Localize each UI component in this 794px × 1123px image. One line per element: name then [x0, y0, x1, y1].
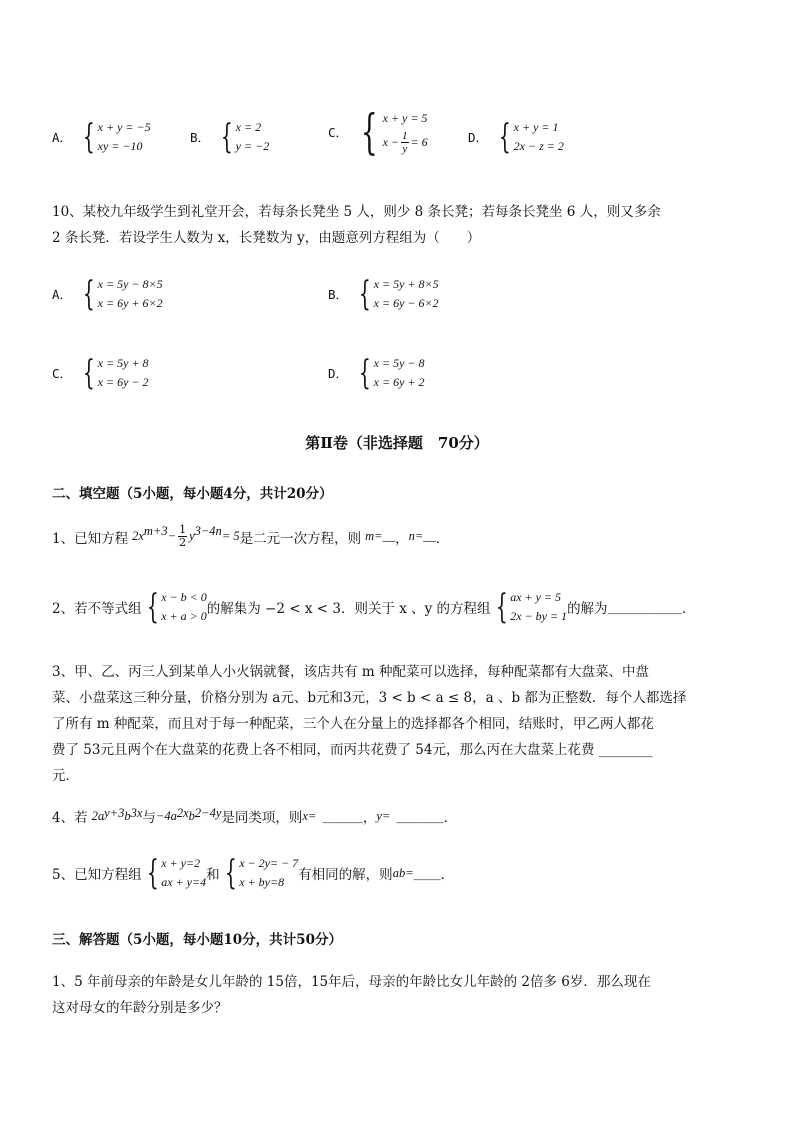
- equation: x = 6y + 6×2: [97, 296, 163, 310]
- fraction-numerator: 1: [179, 523, 187, 536]
- inequality: x − b < 0: [161, 590, 207, 604]
- equation: x + y=2: [161, 856, 201, 870]
- question-text: 4、若: [52, 810, 88, 826]
- question-text: 与: [142, 810, 156, 826]
- math-term: 2x: [132, 529, 144, 543]
- option-label: B．: [190, 130, 211, 145]
- fraction-denominator: 2: [179, 536, 187, 549]
- answer-blank-m: m=__: [365, 529, 396, 543]
- question-text: 1、已知方程: [52, 530, 129, 547]
- math-term: −4a: [155, 808, 177, 823]
- question-text: 是二元一次方程，则: [239, 530, 362, 547]
- q10-option-a: A． { x = 5y − 8×5 x = 6y + 6×2: [52, 274, 163, 314]
- equation: ax + y=4: [161, 875, 207, 889]
- exponent: m+3: [143, 524, 168, 538]
- equation: x + y = 1: [513, 120, 559, 134]
- q9-option-c: C． { x + y = 5 x − $\frac{1}{y}$ = 6: [328, 104, 428, 160]
- fill3-line2: 菜、小盘菜这三种分量，价格分别为 a元、b元和3元，3 < b < a ≤ 8，a 、b 都为正整数．每个人都选择: [52, 690, 687, 706]
- question-text: 是同类项，则: [221, 810, 303, 826]
- q10-text-line1: 10、某校九年级学生到礼堂开会，若每条长凳坐 5 人，则少 8 条长凳；若每条长凳坐 6 人，则又多余: [52, 204, 661, 220]
- option-label: C．: [328, 125, 349, 140]
- q9-option-d: D． { x + y = 1 2x − z = 2: [468, 117, 564, 157]
- answer-blank-x: ______: [322, 808, 363, 824]
- variable-x: x=: [302, 808, 317, 823]
- equation-part: = 6: [410, 135, 428, 149]
- exponent: 3x: [130, 806, 143, 820]
- q10-text-line2: 2 条长凳．若设学生人数为 x，长凳数为 y，由题意列方程组为（ ）: [52, 230, 481, 246]
- math-term: = 5: [221, 529, 240, 543]
- separator: ，: [395, 530, 409, 547]
- q10-option-d: D． { x = 5y − 8 x = 6y + 2: [328, 353, 425, 393]
- option-label: A．: [52, 287, 73, 302]
- equation: x = 5y − 8×5: [97, 277, 163, 291]
- question-text: 的解为: [567, 601, 608, 617]
- period: ．: [443, 810, 458, 826]
- equation: x = 5y + 8: [97, 356, 149, 370]
- question-text: 有相同的解，则: [298, 867, 393, 883]
- equation: x = 6y + 2: [373, 375, 425, 389]
- exponent: 2−4y: [194, 806, 222, 820]
- exponent: 2x: [176, 806, 189, 820]
- period: ．: [440, 867, 455, 883]
- option-label: D．: [468, 130, 489, 145]
- question-text: 2、若不等式组: [52, 601, 142, 617]
- answer-blank: ____: [413, 865, 441, 881]
- separator: ，: [362, 810, 377, 826]
- option-label: D．: [328, 366, 349, 381]
- fill-question-1: [52, 524, 449, 549]
- variable-y: y=: [376, 808, 391, 823]
- fraction-denominator: y: [402, 143, 408, 155]
- fill3-line3: 了所有 m 种配菜，而且对于每一种配菜，三个人在分量上的选择都各个相同，结账时，甲乙两人都花: [52, 716, 654, 732]
- equation: x = 6y − 6×2: [373, 296, 439, 310]
- equation: ax + y = 5: [510, 590, 562, 604]
- equation: 2x − by = 1: [510, 609, 568, 623]
- question-text: 和: [206, 867, 220, 883]
- answer-blank-n: n=__: [408, 529, 436, 543]
- q9-option-a: A． { x + y = −5 xy = −10: [52, 117, 151, 157]
- equation: x + y = −5: [97, 120, 151, 134]
- question-text: 的解集为 −2 < x < 3．则关于 x 、y 的方程组: [206, 601, 491, 617]
- part2-title: 第Ⅱ卷（非选择题 70分）: [305, 434, 489, 452]
- q10-option-c: C． { x = 5y + 8 x = 6y − 2: [52, 353, 149, 393]
- answer-blank-y: _______: [396, 808, 444, 824]
- math-term: y: [189, 529, 195, 543]
- fill-question-5: 5、已知方程组 { x + y=2 ax + y=4 和 { x − 2y= − 7 x + by=8 有相同的解，则 ab= ____ ．: [52, 853, 455, 893]
- fill3-line4: 费了 53元且两个在大盘菜的花费上各不相同，而丙共花费了 54元，那么丙在大盘菜上花费 ________: [52, 742, 653, 758]
- math-term: 2a: [91, 808, 105, 823]
- option-label: C．: [52, 366, 73, 381]
- period: ．: [681, 601, 696, 617]
- solve1-line1: 1、5 年前母亲的年龄是女儿年龄的 15倍，15年后，母亲的年龄比女儿年龄的 2倍多 6岁．那么现在: [52, 974, 651, 990]
- answer-blank: ___________: [607, 599, 682, 615]
- section2-heading: 二、填空题（5小题，每小题4分，共计20分）: [52, 486, 333, 502]
- question-text: 5、已知方程组: [52, 867, 142, 883]
- option-label: B．: [328, 287, 349, 302]
- math-operator: −: [167, 529, 177, 543]
- solve1-line2: 这对母女的年龄分别是多少？: [52, 1000, 228, 1016]
- exponent: 3−4n: [194, 524, 222, 538]
- equation: xy = −10: [97, 139, 143, 153]
- section3-heading: 三、解答题（5小题，每小题10分，共计50分）: [52, 932, 342, 948]
- period: ．: [435, 530, 450, 547]
- inequality: x + a > 0: [161, 609, 207, 623]
- option-label: A．: [52, 130, 73, 145]
- equation-part: x −: [382, 135, 400, 149]
- equation: x − 2y= − 7: [239, 856, 299, 870]
- math-term: b: [124, 808, 131, 823]
- fill3-line5: 元．: [52, 768, 79, 784]
- equation: x = 5y − 8: [373, 356, 425, 370]
- variable-ab: ab=: [392, 865, 414, 880]
- equation: 2x − z = 2: [513, 139, 564, 153]
- math-term: b: [188, 808, 195, 823]
- equation: x = 2: [235, 120, 262, 134]
- exponent: y+3: [104, 806, 125, 820]
- fill3-line1: 3、甲、乙、丙三人到某单人小火锅就餐，该店共有 m 种配菜可以选择，每种配菜都有大盘菜、中盘: [52, 664, 649, 680]
- equation: x = 5y + 8×5: [373, 277, 439, 291]
- equation: y = −2: [235, 139, 270, 153]
- equation: x + y = 5: [382, 111, 428, 125]
- q10-option-b: B． { x = 5y + 8×5 x = 6y − 6×2: [328, 274, 439, 314]
- fraction-numerator: 1: [402, 130, 408, 142]
- q9-option-b: B． { x = 2 y = −2: [190, 117, 270, 157]
- fill-question-4: [52, 806, 457, 826]
- equation: x + by=8: [239, 875, 285, 889]
- equation: x = 6y − 2: [97, 375, 149, 389]
- fill-question-2: 2、若不等式组 { x − b < 0 x + a > 0 的解集为 −2 < x < 3．则关于 x 、y 的方程组 { ax + y = 5 2x − by = 1 的解为 ___________ ．: [52, 587, 696, 627]
